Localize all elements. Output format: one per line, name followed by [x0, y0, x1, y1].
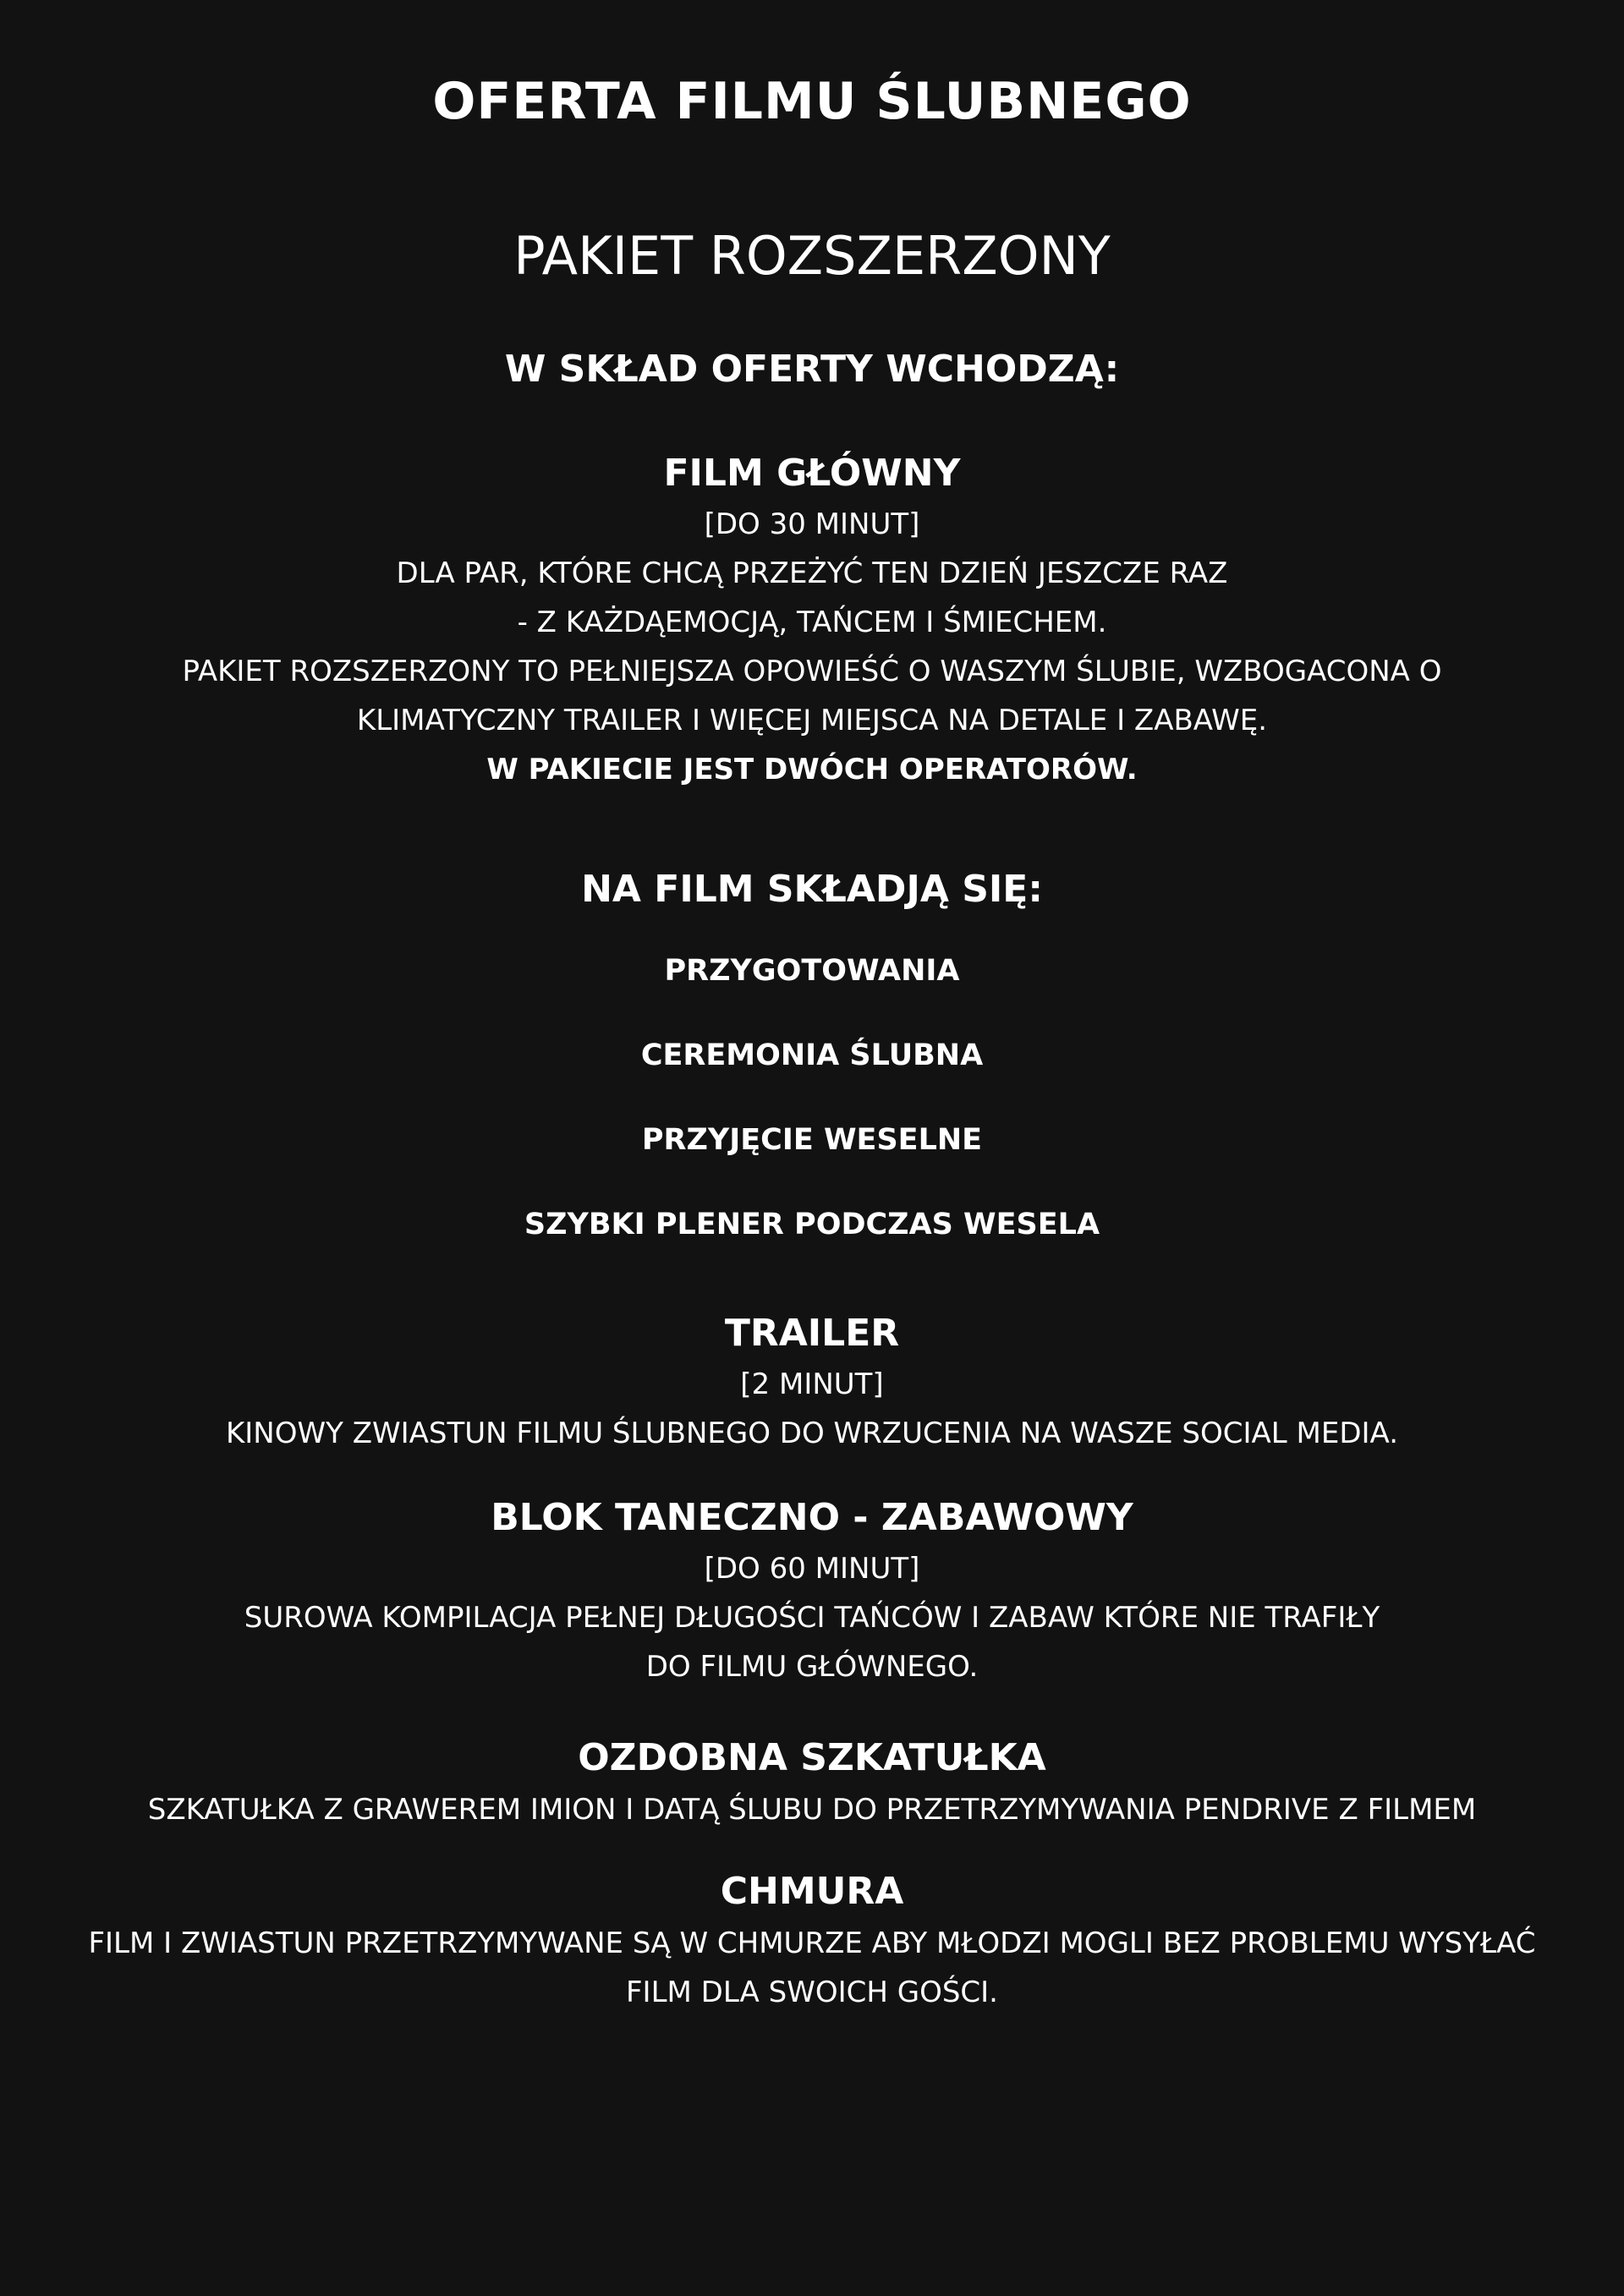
- composition-item-outdoor-session: SZYBKI PLENER PODCZAS WESELA: [524, 1208, 1100, 1241]
- main-film-description: [0, 500, 1624, 794]
- trailer-line: KINOWY ZWIASTUN FILMU ŚLUBNEGO DO WRZUCENIA NA WASZE SOCIAL MEDIA.: [225, 1417, 1399, 1450]
- dance-block-duration: [DO 60 MINUT]: [704, 1552, 920, 1586]
- cloud-description: [0, 1919, 1624, 2017]
- offer-heading: W SKŁAD OFERTY WCHODZĄ:: [504, 348, 1120, 391]
- main-film-line: PAKIET ROZSZERZONY TO PEŁNIEJSZA OPOWIEŚĆ O WASZYM ŚLUBIE, WZBOGACONA O: [182, 655, 1442, 688]
- composition-item-preparations: PRZYGOTOWANIA: [664, 954, 960, 988]
- dance-block-line: SUROWA KOMPILACJA PEŁNEJ DŁUGOŚCI TAŃCÓW I ZABAW KTÓRE NIE TRAFIŁY: [244, 1601, 1380, 1635]
- main-film-duration: [DO 30 MINUT]: [704, 507, 920, 541]
- main-film-line: KLIMATYCZNY TRAILER I WIĘCEJ MIEJSCA NA DETALE I ZABAWĘ.: [356, 704, 1268, 737]
- operators-note: W PAKIECIE JEST DWÓCH OPERATORÓW.: [486, 753, 1138, 786]
- cloud-line: FILM I ZWIASTUN PRZETRZYMYWANE SĄ W CHMURZE ABY MŁODZI MOGLI BEZ PROBLEMU WYSYŁAĆ: [88, 1926, 1536, 1960]
- trailer-duration: [2 MINUT]: [740, 1367, 884, 1401]
- composition-heading: NA FILM SKŁADJĄ SIĘ:: [581, 868, 1043, 911]
- trailer-description: [0, 1360, 1624, 1458]
- composition-item-reception: PRZYJĘCIE WESELNE: [641, 1123, 983, 1157]
- box-description: [0, 1785, 1624, 1834]
- package-name: PAKIET ROZSZERZONY: [513, 225, 1111, 287]
- main-film-line: DLA PAR, KTÓRE CHCĄ PRZEŻYĆ TEN DZIEŃ JESZCZE RAZ: [396, 556, 1228, 590]
- cloud-line: FILM DLA SWOICH GOŚCI.: [625, 1975, 998, 2009]
- box-line: SZKATUŁKA Z GRAWEREM IMION I DATĄ ŚLUBU DO PRZETRZYMYWANIA PENDRIVE Z FILMEM: [147, 1793, 1477, 1827]
- box-title: OZDOBNA SZKATUŁKA: [578, 1736, 1046, 1779]
- dance-block-title: BLOK TANECZNO - ZABAWOWY: [491, 1496, 1133, 1539]
- main-film-line: - Z KAŻDĄEMOCJĄ, TAŃCEM I ŚMIECHEM.: [517, 606, 1107, 639]
- page-title: OFERTA FILMU ŚLUBNEGO: [432, 72, 1192, 131]
- composition-item-ceremony: CEREMONIA ŚLUBNA: [640, 1038, 984, 1072]
- cloud-title: CHMURA: [720, 1870, 904, 1913]
- main-film-title: FILM GŁÓWNY: [663, 452, 961, 495]
- dance-block-line: DO FILMU GŁÓWNEGO.: [645, 1650, 979, 1684]
- dance-block-description: [0, 1544, 1624, 1691]
- trailer-title: TRAILER: [724, 1312, 900, 1355]
